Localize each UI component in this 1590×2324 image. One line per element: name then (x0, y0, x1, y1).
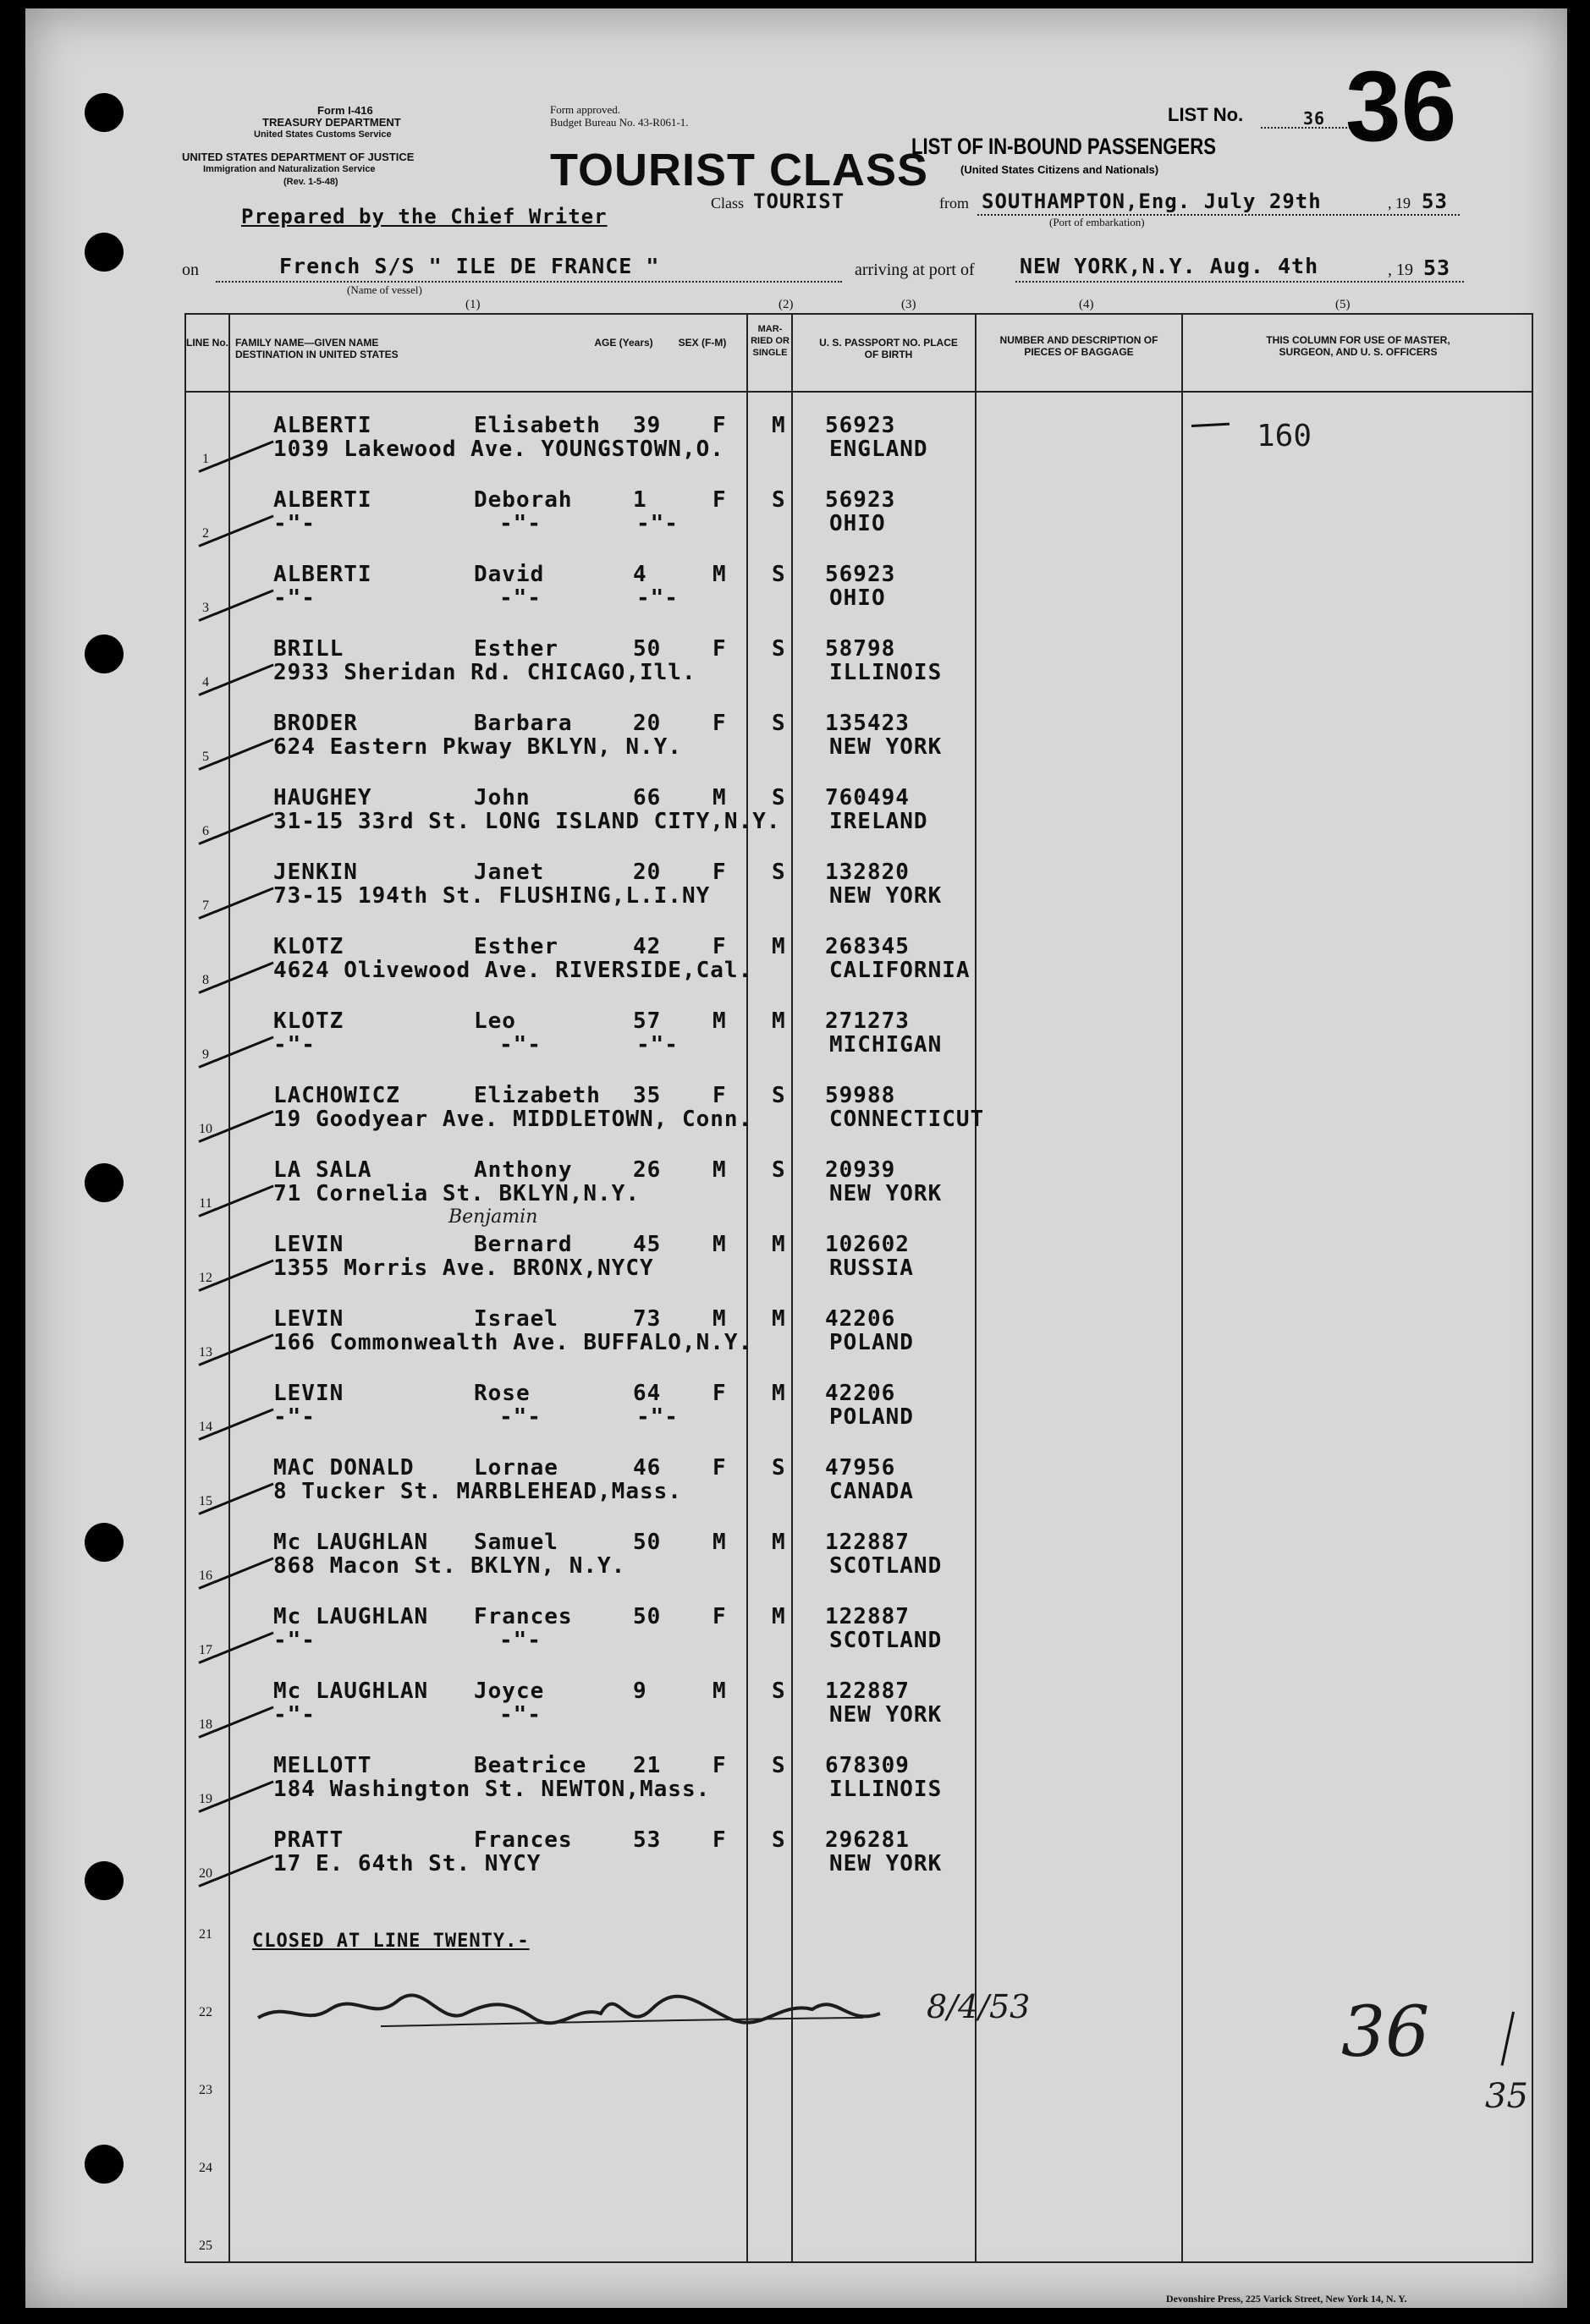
age: 20 (633, 860, 662, 885)
destination: -"- (273, 1702, 316, 1728)
line-number: 21 (199, 1927, 212, 1942)
given-name: Esther (474, 636, 558, 662)
line-number: 23 (199, 2083, 212, 2097)
line-number: 6 (202, 824, 209, 838)
family-name: KLOTZ (273, 934, 344, 959)
passport-number: 122887 (825, 1604, 910, 1629)
place-of-birth: ENGLAND (829, 437, 928, 462)
place-of-birth: SCOTLAND (829, 1628, 943, 1653)
given-name: Barbara (474, 711, 573, 736)
form-title: LIST OF IN-BOUND PASSENGERS (911, 134, 1217, 159)
table-row (25, 411, 1567, 486)
header-officers: THIS COLUMN FOR USE OF MASTER, SURGEON, AND U. S. OFFICERS (1266, 334, 1450, 358)
sex: F (712, 711, 727, 736)
family-name: Mc LAUGHLAN (273, 1678, 429, 1704)
officer-note: 160 (1257, 419, 1312, 453)
line-number: 22 (199, 2005, 212, 2019)
family-name: PRATT (273, 1827, 344, 1853)
line-number: 16 (199, 1569, 212, 1583)
table-row (25, 783, 1567, 858)
col-num-2: (2) (778, 298, 794, 311)
passport-number: 56923 (825, 413, 896, 438)
col-num-3: (3) (901, 298, 916, 311)
marital-status: S (772, 487, 786, 513)
customs-label: United States Customs Service (254, 129, 392, 140)
passport-number: 122887 (825, 1530, 910, 1555)
table-row (25, 1007, 1567, 1081)
place-of-birth: CANADA (829, 1479, 914, 1504)
from-label: from (939, 195, 969, 212)
age: 21 (633, 1753, 662, 1778)
given-name: Rose (474, 1381, 531, 1406)
age: 26 (633, 1157, 662, 1183)
handwritten-signature-date: 8/4/53 (927, 1988, 1031, 2025)
family-name: Mc LAUGHLAN (273, 1604, 429, 1629)
marital-status: M (772, 1232, 786, 1257)
given-ditto: -"- (499, 1032, 542, 1058)
passport-number: 122887 (825, 1678, 910, 1704)
marital-status: S (772, 860, 786, 885)
marital-status: S (772, 711, 786, 736)
passport-number: 135423 (825, 711, 910, 736)
given-ditto: -"- (499, 1628, 542, 1653)
col-num-1: (1) (465, 298, 481, 311)
header-sex: SEX (F-M) (678, 337, 727, 349)
given-name: Elisabeth (474, 413, 601, 438)
table-row (25, 1751, 1567, 1826)
passport-number: 132820 (825, 860, 910, 885)
table-row (25, 1453, 1567, 1528)
list-label: LIST No. (1168, 104, 1244, 125)
sex: F (712, 1827, 727, 1853)
place-of-birth: ILLINOIS (829, 660, 943, 685)
line-number: 4 (202, 675, 209, 690)
sex: F (712, 1455, 727, 1481)
family-name: BRILL (273, 636, 344, 662)
age: 39 (633, 413, 662, 438)
age: 46 (633, 1455, 662, 1481)
header-baggage: NUMBER AND DESCRIPTION OF PIECES OF BAGGAGE (999, 334, 1158, 358)
marital-status: S (772, 562, 786, 587)
destination: 624 Eastern Pkway BKLYN, N.Y. (273, 734, 682, 760)
marital-status: M (772, 413, 786, 438)
given-name: Frances (474, 1827, 573, 1853)
line-number: 12 (199, 1271, 212, 1285)
line-number: 9 (202, 1047, 209, 1062)
place-of-birth: OHIO (829, 511, 886, 536)
place-of-birth: RUSSIA (829, 1255, 914, 1281)
line-number: 20 (199, 1866, 212, 1881)
line-number: 8 (202, 973, 209, 987)
place-of-birth: NEW YORK (829, 1702, 943, 1728)
embarkation-value: SOUTHAMPTON,Eng. July 29th (982, 190, 1322, 213)
year-prefix-1: , 19 (1388, 195, 1411, 212)
sex: M (712, 1678, 727, 1704)
table-row (25, 560, 1567, 635)
age: 66 (633, 785, 662, 810)
table-row (25, 1528, 1567, 1602)
given-ditto: -"- (499, 511, 542, 536)
sex: M (712, 1157, 727, 1183)
family-name: MAC DONALD (273, 1455, 415, 1481)
header-line-no: LINE No. (186, 337, 228, 349)
year-value-2: 53 (1423, 255, 1451, 280)
destination: -"- (273, 1032, 316, 1058)
destination: -"- (273, 1628, 316, 1653)
age-ditto: -"- (636, 585, 679, 611)
age-ditto: -"- (636, 1404, 679, 1430)
line-number: 3 (202, 601, 209, 615)
passport-number: 56923 (825, 487, 896, 513)
handwritten-signature (254, 1975, 931, 2043)
class-value: TOURIST (753, 190, 845, 213)
age: 35 (633, 1083, 662, 1108)
destination: 1355 Morris Ave. BRONX,NYCY (273, 1255, 654, 1281)
age: 42 (633, 934, 662, 959)
table-row (25, 858, 1567, 932)
header-age: AGE (Years) (594, 337, 653, 349)
given-ditto: -"- (499, 585, 542, 611)
form-subtitle: (United States Citizens and Nationals) (960, 163, 1159, 176)
marital-status: S (772, 1455, 786, 1481)
marital-status: M (772, 1306, 786, 1332)
passport-number: 102602 (825, 1232, 910, 1257)
place-of-birth: IRELAND (829, 809, 928, 834)
passport-number: 268345 (825, 934, 910, 959)
marital-status: M (772, 1008, 786, 1034)
passport-number: 760494 (825, 785, 910, 810)
place-of-birth: NEW YORK (829, 1181, 943, 1206)
col-num-5: (5) (1335, 298, 1351, 311)
handwritten-corner: 35 (1485, 2077, 1528, 2116)
place-of-birth: POLAND (829, 1404, 914, 1430)
given-name: Lornae (474, 1455, 558, 1481)
family-name: BRODER (273, 711, 358, 736)
passport-number: 42206 (825, 1306, 896, 1332)
table-row (25, 1305, 1567, 1379)
age: 9 (633, 1678, 647, 1704)
sex: F (712, 1381, 727, 1406)
passport-number: 58798 (825, 636, 896, 662)
place-of-birth: MICHIGAN (829, 1032, 943, 1058)
table-row (25, 1826, 1567, 1900)
marital-status: S (772, 1157, 786, 1183)
arrival-port: NEW YORK,N.Y. Aug. 4th (1020, 254, 1319, 278)
handwritten-correction: Benjamin (448, 1206, 538, 1228)
table-row (25, 635, 1567, 709)
sex: F (712, 934, 727, 959)
place-of-birth: OHIO (829, 585, 886, 611)
family-name: KLOTZ (273, 1008, 344, 1034)
given-name: Samuel (474, 1530, 558, 1555)
header-name: FAMILY NAME—GIVEN NAME DESTINATION IN UNITED STATES (235, 337, 399, 360)
sex: F (712, 1604, 727, 1629)
given-name: Janet (474, 860, 545, 885)
age: 64 (633, 1381, 662, 1406)
manifest-sheet (25, 8, 1567, 2308)
age: 20 (633, 711, 662, 736)
marital-status: S (772, 1827, 786, 1853)
family-name: HAUGHEY (273, 785, 372, 810)
given-name: Esther (474, 934, 558, 959)
destination: 17 E. 64th St. NYCY (273, 1851, 542, 1876)
vessel-name: French S/S " ILE DE FRANCE " (279, 254, 660, 278)
budget-bureau: Budget Bureau No. 43-R061-1. (550, 116, 689, 129)
col-num-4: (4) (1079, 298, 1094, 311)
table-row (25, 1081, 1567, 1156)
header-married: MAR-RIED OR SINGLE (751, 324, 789, 358)
line-number: 2 (202, 526, 209, 541)
sex: M (712, 1008, 727, 1034)
header-passport: U. S. PASSPORT NO. PLACE OF BIRTH (819, 337, 958, 360)
closing-line: CLOSED AT LINE TWENTY.- (252, 1931, 530, 1952)
destination: 19 Goodyear Ave. MIDDLETOWN, Conn. (273, 1107, 753, 1132)
place-of-birth: SCOTLAND (829, 1553, 943, 1579)
destination: 2933 Sheridan Rd. CHICAGO,Ill. (273, 660, 696, 685)
family-name: MELLOTT (273, 1753, 372, 1778)
year-prefix-2: , 19 (1388, 261, 1413, 279)
age: 73 (633, 1306, 662, 1332)
line-number: 17 (199, 1643, 212, 1657)
destination: -"- (273, 511, 316, 536)
passport-number: 678309 (825, 1753, 910, 1778)
table-row (25, 1379, 1567, 1453)
sex: M (712, 1232, 727, 1257)
given-ditto: -"- (499, 1702, 542, 1728)
revision-label: (Rev. 1-5-48) (283, 177, 338, 187)
sex: F (712, 487, 727, 513)
line-number: 11 (199, 1196, 212, 1211)
given-name: Bernard (474, 1232, 573, 1257)
place-of-birth: NEW YORK (829, 1851, 943, 1876)
line-number: 14 (199, 1420, 212, 1434)
marital-status: M (772, 1604, 786, 1629)
passport-number: 42206 (825, 1381, 896, 1406)
table-row (25, 1677, 1567, 1751)
age: 1 (633, 487, 647, 513)
sex: F (712, 1753, 727, 1778)
given-name: Deborah (474, 487, 573, 513)
age: 4 (633, 562, 647, 587)
family-name: ALBERTI (273, 413, 372, 438)
given-name: Elizabeth (474, 1083, 601, 1108)
family-name: LACHOWICZ (273, 1083, 400, 1108)
destination: 4624 Olivewood Ave. RIVERSIDE,Cal. (273, 958, 753, 983)
form-approved: Form approved. (550, 103, 621, 116)
place-of-birth: NEW YORK (829, 883, 943, 909)
class-label: Class (711, 195, 745, 212)
treasury-label: TREASURY DEPARTMENT (262, 116, 401, 129)
passport-number: 271273 (825, 1008, 910, 1034)
line-number: 25 (199, 2239, 212, 2253)
vessel-caption: (Name of vessel) (347, 283, 422, 296)
marital-status: S (772, 636, 786, 662)
on-label: on (182, 261, 199, 279)
destination: -"- (273, 585, 316, 611)
line-number: 18 (199, 1717, 212, 1732)
age: 50 (633, 1530, 662, 1555)
line-number: 24 (199, 2161, 212, 2175)
year-value-1: 53 (1422, 190, 1448, 213)
passport-number: 56923 (825, 562, 896, 587)
printer-imprint: Devonshire Press, 225 Varick Street, New York 14, N. Y. (1166, 2293, 1407, 2305)
place-of-birth: POLAND (829, 1330, 914, 1355)
passport-number: 47956 (825, 1455, 896, 1481)
family-name: ALBERTI (273, 562, 372, 587)
destination: 1039 Lakewood Ave. YOUNGSTOWN,O. (273, 437, 724, 462)
tourist-class-stamp: TOURIST CLASS (550, 145, 929, 195)
table-row (25, 1602, 1567, 1677)
given-name: Frances (474, 1604, 573, 1629)
place-of-birth: CONNECTICUT (829, 1107, 985, 1132)
marital-status: M (772, 1530, 786, 1555)
age: 50 (633, 1604, 662, 1629)
family-name: LEVIN (273, 1381, 344, 1406)
age: 57 (633, 1008, 662, 1034)
given-name: Joyce (474, 1678, 545, 1704)
destination: -"- (273, 1404, 316, 1430)
sex: M (712, 1530, 727, 1555)
list-number-stamp: 36 (1345, 51, 1457, 162)
line-number: 5 (202, 750, 209, 764)
sex: F (712, 413, 727, 438)
family-name: LEVIN (273, 1306, 344, 1332)
destination: 71 Cornelia St. BKLYN,N.Y. (273, 1181, 640, 1206)
marital-status: S (772, 785, 786, 810)
marital-status: S (772, 1753, 786, 1778)
marital-status: S (772, 1083, 786, 1108)
passport-number: 296281 (825, 1827, 910, 1853)
destination: 8 Tucker St. MARBLEHEAD,Mass. (273, 1479, 682, 1504)
destination: 184 Washington St. NEWTON,Mass. (273, 1777, 711, 1802)
line-number: 10 (199, 1122, 212, 1136)
form-number: Form I-416 (317, 104, 373, 117)
line-number: 7 (202, 898, 209, 913)
table-row (25, 1156, 1567, 1230)
family-name: JENKIN (273, 860, 358, 885)
table-head-rule (184, 391, 1532, 393)
given-name: David (474, 562, 545, 587)
given-name: Leo (474, 1008, 516, 1034)
table-row (25, 486, 1567, 560)
family-name: LEVIN (273, 1232, 344, 1257)
family-name: ALBERTI (273, 487, 372, 513)
table-row (25, 709, 1567, 783)
sex: F (712, 1083, 727, 1108)
port-caption: (Port of embarkation) (1049, 216, 1145, 228)
passenger-table (25, 8, 1567, 2308)
sex: M (712, 562, 727, 587)
table-row (25, 932, 1567, 1007)
family-name: Mc LAUGHLAN (273, 1530, 429, 1555)
handwritten-number: 36 (1341, 1992, 1430, 2073)
marital-status: M (772, 1381, 786, 1406)
place-of-birth: CALIFORNIA (829, 958, 971, 983)
sex: F (712, 636, 727, 662)
justice-label: UNITED STATES DEPARTMENT OF JUSTICE (182, 151, 415, 163)
sex: M (712, 1306, 727, 1332)
place-of-birth: ILLINOIS (829, 1777, 943, 1802)
family-name: LA SALA (273, 1157, 372, 1183)
marital-status: M (772, 934, 786, 959)
arriving-label: arriving at port of (855, 261, 975, 279)
line-number: 15 (199, 1494, 212, 1508)
line-number: 19 (199, 1792, 212, 1806)
given-name: John (474, 785, 531, 810)
given-name: Beatrice (474, 1753, 587, 1778)
given-name: Anthony (474, 1157, 573, 1183)
marital-status: S (772, 1678, 786, 1704)
table-top-rule (184, 313, 1532, 315)
table-bottom-rule (184, 2261, 1532, 2263)
passport-number: 59988 (825, 1083, 896, 1108)
given-ditto: -"- (499, 1404, 542, 1430)
destination: 31-15 33rd St. LONG ISLAND CITY,N.Y. (273, 809, 781, 834)
destination: 73-15 194th St. FLUSHING,L.I.NY (273, 883, 711, 909)
age-ditto: -"- (636, 511, 679, 536)
sex: M (712, 785, 727, 810)
prepared-by: Prepared by the Chief Writer (241, 205, 608, 228)
destination: 868 Macon St. BKLYN, N.Y. (273, 1553, 626, 1579)
age: 53 (633, 1827, 662, 1853)
age: 50 (633, 636, 662, 662)
line-number: 1 (202, 452, 209, 466)
age: 45 (633, 1232, 662, 1257)
table-row (25, 1206, 1567, 1305)
list-number-typed: 36 (1303, 108, 1326, 129)
place-of-birth: NEW YORK (829, 734, 943, 760)
sex: F (712, 860, 727, 885)
line-number: 13 (199, 1345, 212, 1360)
passport-number: 20939 (825, 1157, 896, 1183)
destination: 166 Commonwealth Ave. BUFFALO,N.Y. (273, 1330, 753, 1355)
age-ditto: -"- (636, 1032, 679, 1058)
given-name: Israel (474, 1306, 558, 1332)
ins-label: Immigration and Naturalization Service (203, 164, 376, 174)
